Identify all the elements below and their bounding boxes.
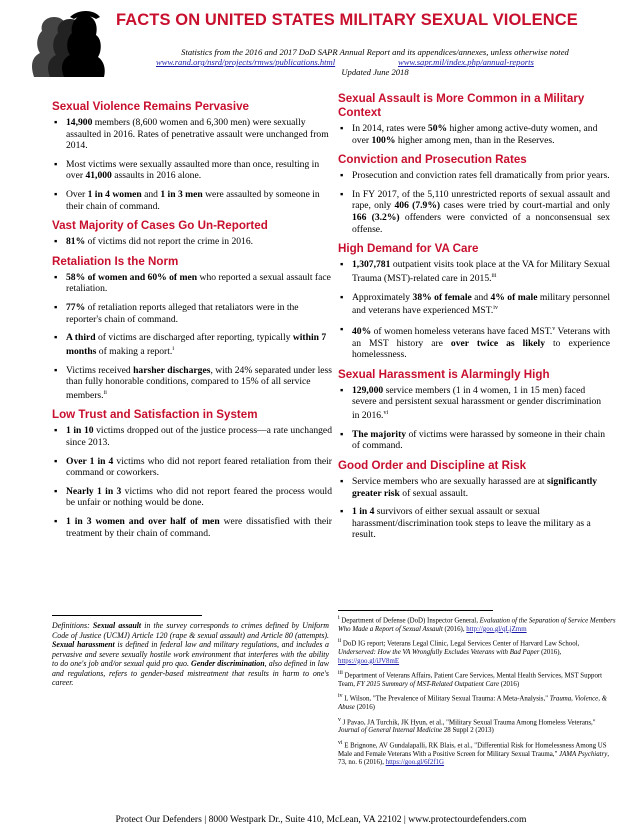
list-item: ▪ Over 1 in 4 women and 1 in 3 men were assaulted by someone in their chain of command.: [52, 189, 332, 212]
rand-link[interactable]: www.rand.org/nsrd/projects/rmws/publications.html: [156, 57, 336, 67]
list-item: ▪ 1 in 10 victims dropped out of the justice process—a rate unchanged since 2013.: [52, 425, 332, 448]
section-heading: Vast Majority of Cases Go Un-Reported: [52, 219, 268, 233]
section-heading: Low Trust and Satisfaction in System: [52, 408, 258, 422]
list-item: ▪ Most victims were sexually assaulted more than once, resulting in over 41,000 assaults in 2016 alone.: [52, 159, 332, 182]
endnote-link[interactable]: http://goo.gl/qLjZmm: [466, 625, 527, 633]
list-item: ▪ 14,900 members (8,600 women and 6,300 men) were sexually assaulted in 2016. Rates of penetrative assault were unchanged from 2014.: [52, 117, 332, 152]
endnote: $^{ii}$ DoD IG report; Veterans Legal Clinic, Legal Services Center of Harvard Law School, Underserved: How the VA Wrongfully Excludes Veterans with Bad Paper (2016), https://goo.gl/iJV8mE: [338, 638, 580, 665]
list-item: ▪ Service members who are sexually harassed are at significantly greater risk of sexual assault.: [338, 476, 610, 499]
list-item: ▪ In 2014, rates were 50% higher among active-duty women, and over 100% higher among men, than in the Reserves.: [338, 123, 610, 146]
page-title: FACTS ON UNITED STATES MILITARY SEXUAL VIOLENCE: [116, 11, 578, 29]
subtitle: Statistics from the 2016 and 2017 DoD SAPR Annual Report and its appendices/annexes, unless otherwise noted: [181, 47, 569, 57]
list-item: ▪ 1,307,781 outpatient visits took place at the VA for Military Sexual Trauma (MST)-related care in 2015.$^{iii}$: [338, 259, 610, 284]
soldier-silhouettes-icon: [20, 7, 106, 77]
list-item: ▪ In FY 2017, of the 5,110 unrestricted reports of sexual assault and rape, only 406 (7.9%) cases were tried by court-martial and only 166 (3.2%) offenders were convicted of a nonconsensual sex offense.: [338, 189, 610, 235]
endnote: $^{iii}$ Department of Veterans Affairs, Patient Care Services, Mental Health Services, MST Support Team, FY 2015 Summary of MST-Related Outpatient Care (2016): [338, 670, 603, 688]
list-item: ▪ Victims received harsher discharges, with 24% separated under less than fully honorable conditions, compared to 15% of all service members.$^{ii}$: [52, 365, 332, 402]
section-heading: Sexual Harassment is Alarmingly High: [338, 367, 550, 381]
list-item: ▪ 1 in 3 women and over half of men were dissatisfied with their treatment by their chain of command.: [52, 516, 332, 539]
section-heading: Conviction and Prosecution Rates: [338, 153, 527, 167]
list-item: ▪ 1 in 4 survivors of either sexual assault or sexual harassment/discrimination took steps to leave the military as a result.: [338, 506, 610, 541]
definitions: Definitions: Sexual assault in the survey corresponds to crimes defined by Uniform Code of Justice (UCMJ) Article 120 (rape & sexual assault) and Article 80 (attempts). Sexual harassment is defined in federal law and military regulations, and includes a pervasive and severe sexually hostile work environment that interferes with the ability to do one's job and/or sexual quid pro quo. Gender discrimination, also defined in law and regulations, refers to gender-based mistreatment that results in harm to one's career.: [52, 621, 330, 687]
section-heading: Sexual Violence Remains Pervasive: [52, 100, 249, 113]
endnote: $^i$ Department of Defense (DoD) Inspector General, Evaluation of the Separation of Service Members Who Made a Report of Sexual Assault (2016), http://goo.gl/qLjZmm: [338, 615, 616, 633]
section-heading: Retaliation Is the Norm: [52, 254, 179, 268]
footer: Protect Our Defenders | 8000 Westpark Dr., Suite 410, McLean, VA 22102 | www.protectourdefenders.com: [115, 814, 527, 825]
list-item: ▪ 40% of women homeless veterans have faced MST.$^v$ Veterans with an MST history are over twice as likely to experience homelessness.: [338, 324, 610, 361]
list-item: ▪ 129,000 service members (1 in 4 women, 1 in 15 men) faced severe and persistent sexual harassment or gender discrimination in 2016.$^{vi}$: [338, 385, 610, 422]
list-item: ▪ 81% of victims did not report the crime in 2016.: [52, 236, 332, 248]
section-heading: Sexual Assault is More Common in a Military Context: [338, 92, 585, 119]
list-item: ▪ Over 1 in 4 victims who did not report feared retaliation from their command or coworkers.: [52, 456, 332, 479]
divider: [338, 610, 493, 611]
endnote-link[interactable]: https://goo.gl/iJV8mE: [338, 657, 400, 665]
endnote-link[interactable]: https://goo.gl/6f2f1G: [385, 759, 445, 767]
list-item: ▪ Prosecution and conviction rates fell dramatically from prior years.: [338, 170, 610, 182]
list-item: ▪ 58% of women and 60% of men who reported a sexual assault face retaliation.: [52, 272, 332, 295]
updated-date: Updated June 2018: [341, 67, 409, 77]
list-item: ▪ A third of victims are discharged after reporting, typically within 7 months of making a report.$^i$: [52, 332, 332, 357]
list-item: ▪ Approximately 38% of female and 4% of male military personnel and veterans have experienced MST.$^{iv}$: [338, 292, 610, 317]
section-heading: Good Order and Discipline at Risk: [338, 459, 527, 473]
endnote: $^{iv}$ L Wilson, "The Prevalence of Military Sexual Trauma: A Meta-Analysis," Trauma, Violence, & Abuse (2016): [338, 693, 608, 712]
endnote: $^v$ J Pavao, JA Turchik, JK Hyun, et al., "Military Sexual Trauma Among Homeless Veterans," Journal of General Internal Medicine 28 Suppl 2 (2013): [338, 716, 596, 735]
sapr-link[interactable]: www.sapr.mil/index.php/annual-reports: [398, 57, 534, 67]
right-column: [338, 92, 610, 548]
list-item: ▪ Nearly 1 in 3 victims who did not report feared the process would be unfair or nothing would be done.: [52, 486, 332, 509]
section-heading: High Demand for VA Care: [338, 242, 479, 256]
divider: [52, 615, 202, 616]
endnotes: [338, 614, 618, 771]
list-item: ▪ The majority of victims were harassed by someone in their chain of command.: [338, 429, 610, 452]
list-item: ▪ 77% of retaliation reports alleged that retaliators were in the reporter's chain of command.: [52, 302, 332, 325]
left-column: [52, 92, 332, 546]
endnote: $^{vi}$ E Brignone, AV Gundalapalli, RK Blais, et al., "Differential Risk for Homelessness Among US Male and Female Veterans With a Positive Screen for Military Sexual Trauma," JAMA Psychiatry, 73, no. 6 (2016), https://goo.gl/6f2f1G: [338, 739, 610, 767]
